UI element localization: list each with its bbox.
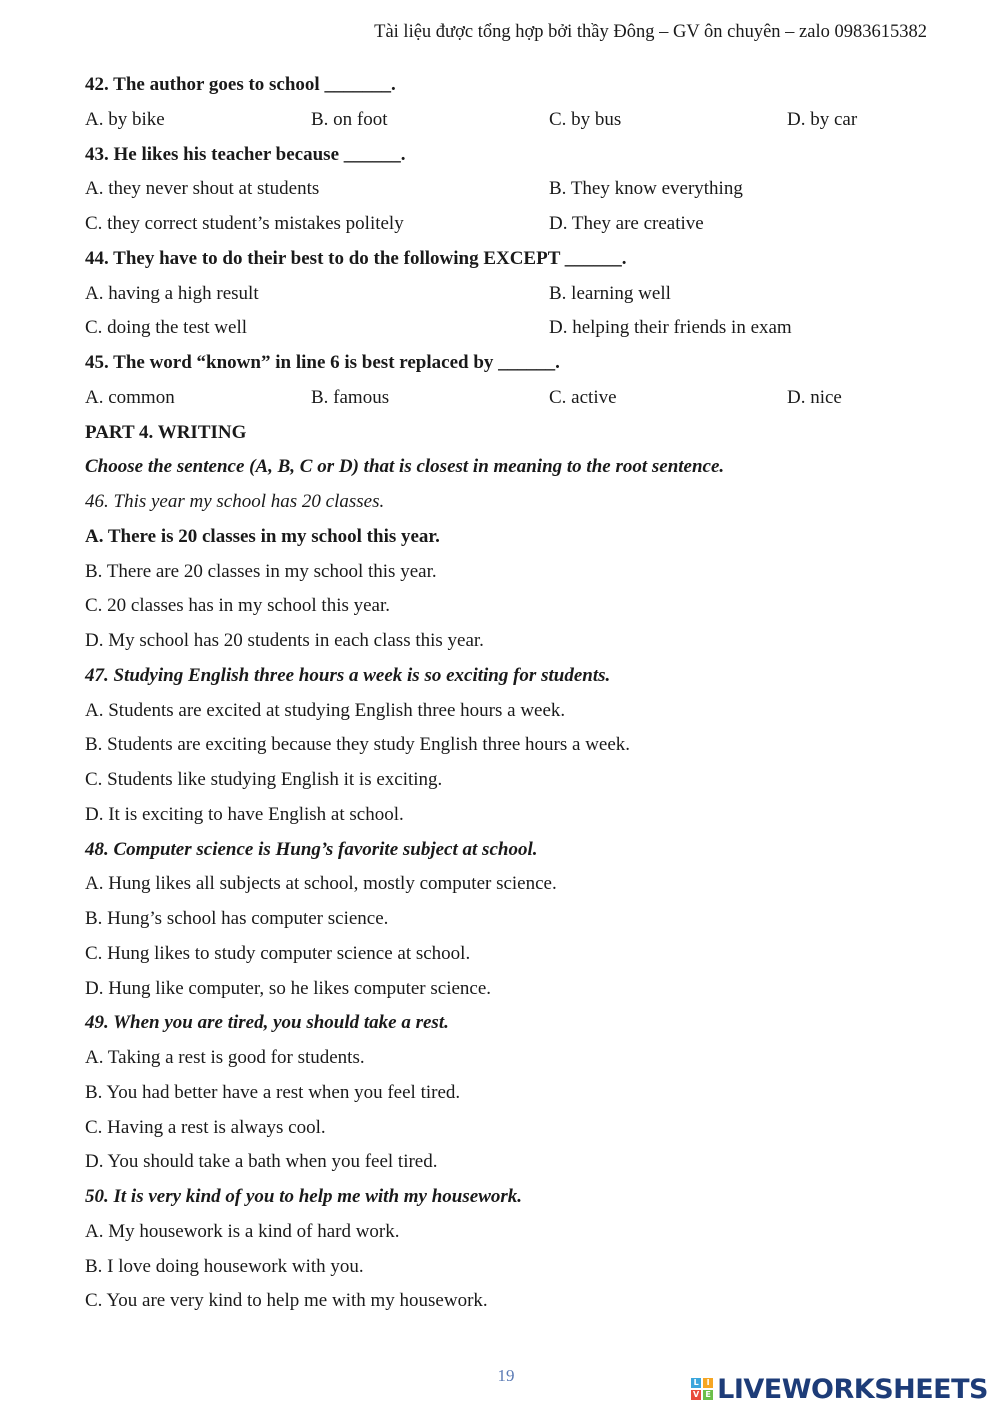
question-42-option-a: A. by bike — [85, 108, 165, 130]
question-43-options-row-1 — [85, 172, 945, 207]
question-48-option-d: D. Hung like computer, so he likes computer science. — [85, 977, 492, 999]
question-43-option-b: B. They know everything — [549, 178, 743, 200]
question-44-options-row-1 — [85, 277, 945, 312]
question-45-option-b: B. famous — [311, 386, 390, 408]
question-42-option-c: C. by bus — [549, 108, 622, 130]
question-42-option-b: B. on foot — [311, 108, 388, 130]
liveworksheets-logo[interactable] — [691, 1372, 988, 1406]
question-43-options-row-2 — [85, 207, 945, 242]
part-4-title: PART 4. WRITING — [85, 421, 247, 443]
writing-instruction: Choose the sentence (A, B, C or D) that is closest in meaning to the root sentence. — [85, 456, 725, 478]
liveworksheets-logo-icon — [691, 1378, 713, 1400]
question-46-option-c: C. 20 classes has in my school this year. — [85, 595, 391, 617]
question-50-option-b: B. I love doing housework with you. — [85, 1255, 364, 1277]
question-44-option-c: C. doing the test well — [85, 317, 248, 339]
logo-tile-e: E — [703, 1390, 713, 1400]
question-47-option-a: A. Students are excited at studying English three hours a week. — [85, 699, 566, 721]
question-47-stem: 47. Studying English three hours a week is so exciting for students. — [85, 664, 611, 686]
question-42-stem: 42. The author goes to school _______. — [85, 74, 396, 95]
question-45-stem: 45. The word “known” in line 6 is best replaced by ______. — [85, 352, 560, 373]
question-42-options — [85, 103, 945, 138]
question-49-option-a: A. Taking a rest is good for students. — [85, 1047, 365, 1068]
question-50-option-c: C. You are very kind to help me with my housework. — [85, 1290, 488, 1312]
question-47-option-d: D. It is exciting to have English at school. — [85, 803, 404, 825]
question-45-option-c: C. active — [549, 386, 617, 408]
question-43-option-d: D. They are creative — [549, 213, 704, 234]
question-46-option-b: B. There are 20 classes in my school this year. — [85, 560, 437, 582]
logo-tile-v: V — [693, 1390, 700, 1399]
question-42-option-d: D. by car — [787, 108, 858, 130]
question-44-option-a: A. having a high result — [85, 282, 259, 304]
question-49-stem: 49. When you are tired, you should take a rest. — [85, 1012, 449, 1034]
page-header: Tài liệu được tổng hợp bởi thầy Đông – GV ôn chuyên – zalo 0983615382 — [374, 22, 927, 42]
question-43-stem: 43. He likes his teacher because ______. — [85, 143, 406, 165]
question-49-option-c: C. Having a rest is always cool. — [85, 1116, 326, 1138]
question-45-option-d: D. nice — [787, 386, 842, 408]
question-43-option-c: C. they correct student’s mistakes politely — [85, 213, 404, 234]
liveworksheets-logo-text: LIVEWORKSHEETS — [717, 1373, 988, 1405]
question-49-option-b: B. You had better have a rest when you feel tired. — [85, 1081, 461, 1103]
question-44-option-d: D. helping their friends in exam — [549, 317, 792, 339]
question-44-stem: 44. They have to do their best to do the following EXCEPT ______. — [85, 247, 627, 269]
worksheet-content — [85, 68, 945, 1319]
question-44-options-row-2 — [85, 311, 945, 346]
page-number: 19 — [497, 1366, 515, 1385]
question-48-stem: 48. Computer science is Hung’s favorite subject at school. — [85, 838, 538, 860]
question-47-option-c: C. Students like studying English it is exciting. — [85, 769, 443, 790]
logo-tile-i: I — [703, 1378, 713, 1388]
question-46-option-a: A. There is 20 classes in my school this year. — [85, 525, 440, 547]
question-46-option-d: D. My school has 20 students in each class this year. — [85, 630, 484, 651]
question-47-option-b: B. Students are exciting because they study English three hours a week. — [85, 734, 631, 756]
question-48-option-b: B. Hung’s school has computer science. — [85, 908, 389, 929]
question-50-option-a: A. My housework is a kind of hard work. — [85, 1220, 400, 1242]
question-44-option-b: B. learning well — [549, 282, 671, 304]
question-49-option-d: D. You should take a bath when you feel tired. — [85, 1151, 438, 1173]
question-45-options — [85, 381, 945, 416]
question-43-option-a: A. they never shout at students — [85, 178, 320, 200]
question-50-stem: 50. It is very kind of you to help me with my housework. — [85, 1186, 523, 1207]
question-48-option-a: A. Hung likes all subjects at school, mostly computer science. — [85, 873, 557, 895]
question-48-option-c: C. Hung likes to study computer science at school. — [85, 942, 471, 964]
question-46-stem: 46. This year my school has 20 classes. — [85, 491, 385, 512]
logo-tile-l: L — [691, 1378, 701, 1388]
question-45-option-a: A. common — [85, 386, 175, 408]
